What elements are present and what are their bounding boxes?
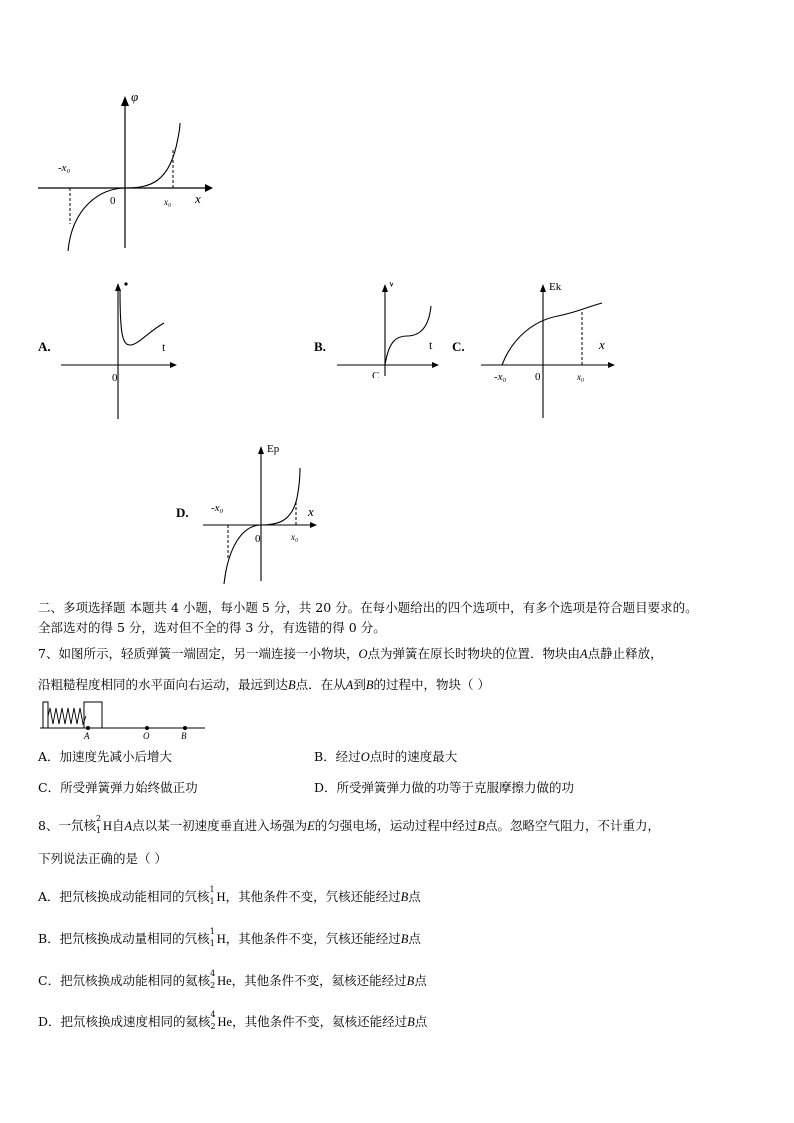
x-arrow <box>608 362 615 368</box>
point-o <box>145 726 149 730</box>
origin-label: 0 <box>112 372 118 384</box>
label-a: A <box>84 731 90 740</box>
pos-x0-label: x₀ <box>577 372 585 382</box>
y-label-dot <box>124 282 127 285</box>
option-b-letter: B. <box>314 339 326 354</box>
q8-stem-line1: 8、一氘核 2 1 H自A点以某一初速度垂直进入场强为E的匀强电场，运动过程中经过B点。忽略空气阻力，不计重力， <box>38 814 660 835</box>
q7-option-a[interactable]: A．加速度先减小后增大 <box>38 749 173 764</box>
q7-option-c[interactable]: C．所受弹簧弹力始终做正功 <box>38 780 198 795</box>
t-label: t <box>162 340 166 354</box>
neg-x0-label: -x₀ <box>494 371 507 383</box>
option-d-letter: D. <box>176 505 189 520</box>
option-a-graph <box>58 277 183 422</box>
y-arrow <box>258 446 264 454</box>
helium-nuclide: 4 2 <box>210 1010 216 1031</box>
section-instructions-line1: 二、多项选择题 本题共 4 小题，每小题 5 分，共 20 分。在每小题给出的四个选项中，有多个选项是符合题目要求的。 <box>38 600 698 615</box>
section-instructions-line2: 全部选对的得 5 分，选对但不全的得 3 分，有选错的得 0 分。 <box>38 620 386 635</box>
q8-option-b[interactable]: B．把氘核换成动量相同的氕核 1 1 H，其他条件不变，氕核还能经过B点 <box>38 927 421 948</box>
protium-nuclide: 1 1 <box>209 885 215 906</box>
point-a <box>86 726 90 730</box>
helium-nuclide: 4 2 <box>210 969 216 990</box>
origin-label: 0 <box>535 371 541 383</box>
point-b <box>183 726 187 730</box>
main-phi-graph <box>30 88 220 253</box>
x-arrow <box>170 362 177 368</box>
wall <box>43 702 48 728</box>
y-label: φ <box>131 89 139 104</box>
q7-option-d[interactable]: D．所受弹簧弹力做的功等于克服摩擦力做的功 <box>314 780 575 795</box>
pos-x0-label: x₀ <box>291 532 299 542</box>
x-label: x <box>195 191 201 206</box>
origin-label: 0 <box>110 195 116 207</box>
x-label: x <box>599 337 605 352</box>
q8-stem-line2: 下列说法正确的是（ ） <box>38 851 167 866</box>
y-label-mark <box>390 282 393 286</box>
y-arrow <box>382 284 388 292</box>
t-label: t <box>429 338 433 352</box>
neg-x0-label: -x₀ <box>58 162 71 174</box>
y-arrow <box>121 96 129 106</box>
label-b: B <box>181 731 187 740</box>
origin-label: 0 <box>255 533 261 545</box>
x-arrow <box>432 362 439 368</box>
protium-nuclide: 1 1 <box>209 927 215 948</box>
q8-option-a[interactable]: A．把氘核换成动能相同的氕核 1 1 H，其他条件不变，氕核还能经过B点 <box>38 885 421 906</box>
x-arrow <box>205 184 213 192</box>
y-arrow <box>540 284 546 292</box>
option-c-graph <box>478 276 620 421</box>
y-label: Ek <box>549 281 562 293</box>
phi-curve <box>68 123 180 251</box>
y-label: Ep <box>267 443 280 455</box>
option-b-graph <box>335 278 445 378</box>
x-arrow <box>310 522 317 528</box>
ep-curve <box>224 468 300 584</box>
curve <box>385 306 431 365</box>
neg-x0-label: -x₀ <box>211 502 224 514</box>
curve <box>120 289 164 345</box>
x-label: x <box>308 504 314 519</box>
option-a-letter: A. <box>38 339 51 354</box>
block <box>84 702 102 728</box>
q7-stem-line1: 7、如图所示，轻质弹簧一端固定，另一端连接一小物块，O点为弹簧在原长时物块的位置．物块由A点静止释放， <box>38 646 663 661</box>
origin-label: C <box>372 370 380 378</box>
q8-option-c[interactable]: C．把氘核换成动能相同的氦核 4 2 He，其他条件不变，氦核还能经过B点 <box>38 969 427 990</box>
spring <box>48 708 86 724</box>
q7-stem-line2: 沿粗糙程度相同的水平面向右运动，最远到达B点．在从A到B的过程中，物块（ ） <box>38 677 490 692</box>
option-c-letter: C. <box>452 339 465 354</box>
q7-spring-figure <box>40 698 210 740</box>
q7-option-b[interactable]: B．经过O点时的速度最大 <box>314 749 458 764</box>
deuterium-nuclide: 2 1 <box>95 814 102 835</box>
option-d-graph <box>200 438 325 586</box>
pos-x0-label: x₀ <box>164 197 172 207</box>
q8-option-d[interactable]: D．把氘核换成速度相同的氦核 4 2 He，其他条件不变，氦核还能经过B点 <box>38 1010 428 1031</box>
ek-curve <box>502 303 602 365</box>
label-o: O <box>143 731 150 740</box>
